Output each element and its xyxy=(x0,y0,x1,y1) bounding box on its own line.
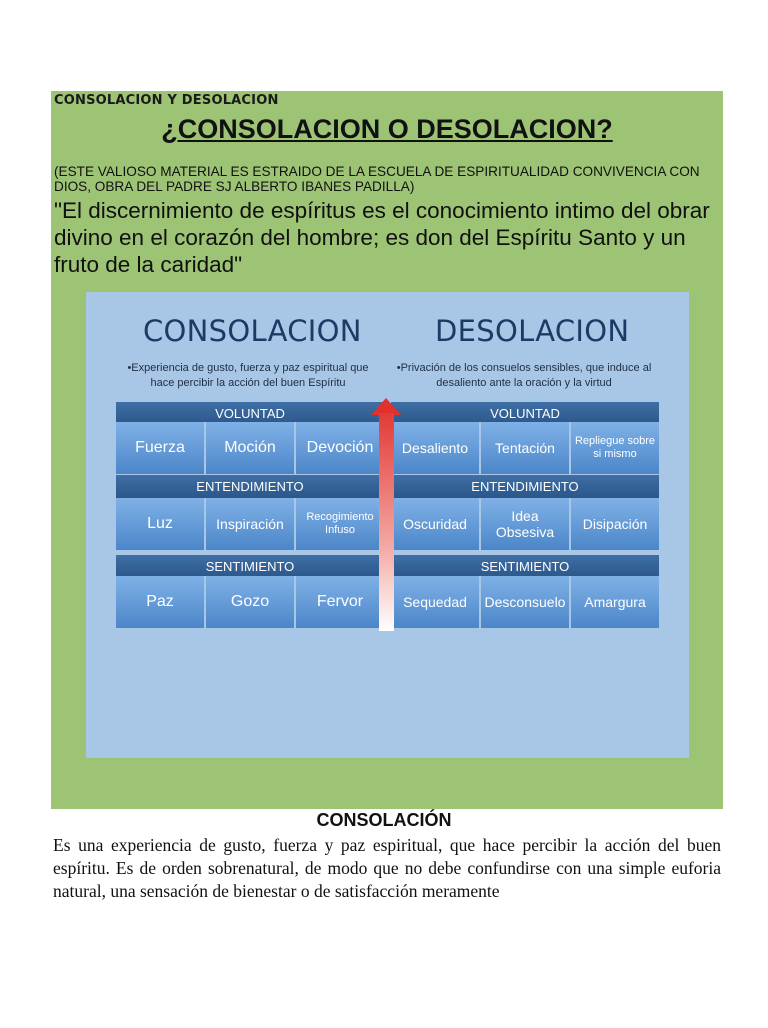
cell-devocion: Devoción xyxy=(296,422,384,474)
cell-paz: Paz xyxy=(116,576,206,628)
cell-tentacion: Tentación xyxy=(481,422,571,474)
cell-fuerza: Fuerza xyxy=(116,422,206,474)
section-body: Es una experiencia de gusto, fuerza y paz espiritual, que hace percibir la acción del buen espíritu. Es de orden sobrenatural, de modo que no debe confundirse con una simple euforia natural, una sensación de bienestar o de satisfacción meramente xyxy=(53,835,721,901)
consolacion-description: •Experiencia de gusto, fuerza y paz espiritual que hace percibir la acción del buen Espíritu xyxy=(127,362,369,389)
cell-repliegue: Repliegue sobre si mismo xyxy=(571,422,659,474)
cell-idea-obsesiva: Idea Obsesiva xyxy=(481,498,571,550)
desolacion-heading: DESOLACION xyxy=(435,314,630,348)
cell-mocion: Moción xyxy=(206,422,296,474)
cell-desconsuelo: Desconsuelo xyxy=(481,576,571,628)
cell-oscuridad: Oscuridad xyxy=(391,498,481,550)
desolacion-description: •Privación de los consuelos sensibles, que induce al desaliento ante la oración y la virtud xyxy=(396,362,652,389)
left-entendimiento-band: ENTENDIMIENTO xyxy=(116,475,384,498)
left-voluntad-row xyxy=(116,422,384,474)
diagram-footer-line1: DISCERNIMIENTO DE LAS MOCIONES xyxy=(267,961,680,986)
right-entendimiento-band: ENTENDIMIENTO xyxy=(391,475,659,498)
consolacion-heading: CONSOLACION xyxy=(143,314,362,348)
small-title: CONSOLACION Y DESOLACION xyxy=(54,93,279,108)
cell-amargura: Amargura xyxy=(571,576,659,628)
arrow-shaft xyxy=(379,413,394,631)
right-sentimiento-band: SENTIMIENTO xyxy=(391,555,659,578)
source-note: (ESTE VALIOSO MATERIAL ES ESTRAIDO DE LA ESCUELA DE ESPIRITUALIDAD CONVIVENCIA CON DIOS, OBRA DEL PADRE SJ ALBERTO IBANES PADILLA) xyxy=(54,164,700,194)
right-voluntad-band: VOLUNTAD xyxy=(391,402,659,425)
right-entendimiento-row xyxy=(391,498,659,550)
left-voluntad-band: VOLUNTAD xyxy=(116,402,384,425)
right-sentimiento-row xyxy=(391,576,659,628)
left-sentimiento-row xyxy=(116,576,384,628)
cell-disipacion: Disipación xyxy=(571,498,659,550)
main-title: ¿CONSOLACION O DESOLACION? xyxy=(161,114,613,144)
section-title: CONSOLACIÓN xyxy=(316,810,452,830)
cell-desaliento: Desaliento xyxy=(391,422,481,474)
cell-luz: Luz xyxy=(116,498,206,550)
diagram-footer-line2: DEL ALMA xyxy=(418,997,529,1022)
cell-sequedad: Sequedad xyxy=(391,576,481,628)
cell-inspiracion: Inspiración xyxy=(206,498,296,550)
diagram-footer xyxy=(172,956,768,1028)
quote: "El discernimiento de espíritus es el conocimiento intimo del obrar divino en el corazón del hombre; es don del Espíritu Santo y un fruto de la caridad" xyxy=(54,198,710,277)
left-entendimiento-row xyxy=(116,498,384,550)
cell-fervor: Fervor xyxy=(296,576,384,628)
left-sentimiento-band: SENTIMIENTO xyxy=(116,555,384,578)
cell-gozo: Gozo xyxy=(206,576,296,628)
right-voluntad-row xyxy=(391,422,659,474)
cell-recogimiento: Recogimiento Infuso xyxy=(296,498,384,550)
